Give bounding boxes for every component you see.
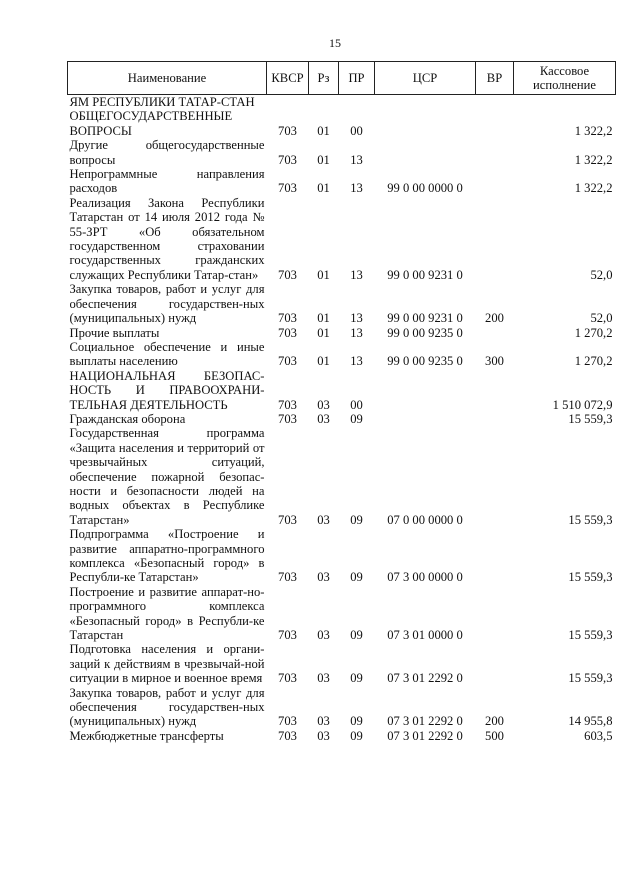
table-row (68, 95, 616, 110)
cell-rz: 03 (317, 628, 330, 643)
cell-sum (514, 95, 616, 110)
header-csr: ЦСР (375, 62, 476, 95)
cell-sum: 1 322,2 (574, 123, 613, 138)
cell-csr: 99 0 00 9231 0 (387, 267, 463, 282)
cell-sum: 15 559,3 (568, 570, 613, 585)
cell-vr (476, 95, 514, 110)
cell-sum: 14 955,8 (568, 714, 613, 729)
cell-rz: 01 (317, 123, 330, 138)
header-sum (514, 62, 616, 95)
cell-name: Государственная программа «Защита населения и территорий от чрезвычайных ситуаций, обеспечение пожарной безопас-ности и безопасности людей на водных объектах в Республике Татарстан» (69, 426, 265, 527)
cell-kvsr: 703 (278, 411, 297, 426)
cell-csr: 99 0 00 9235 0 (387, 354, 463, 369)
cell-pr: 13 (350, 181, 363, 196)
cell-pr: 09 (350, 728, 363, 743)
cell-pr: 00 (350, 397, 363, 412)
cell-csr: 99 0 00 0000 0 (387, 181, 463, 196)
cell-kvsr: 703 (278, 728, 297, 743)
cell-rz: 03 (317, 728, 330, 743)
cell-pr: 09 (350, 411, 363, 426)
cell-name: Межбюджетные трансферты (69, 728, 224, 743)
cell-sum: 1 322,2 (574, 181, 613, 196)
cell-sum: 1 322,2 (574, 152, 613, 167)
header-sum-line1: Кассовое (539, 64, 590, 78)
cell-rz: 03 (317, 714, 330, 729)
cell-name: Закупка товаров, работ и услуг для обеспечения государствен-ных (муниципальных) нужд (69, 685, 265, 729)
cell-vr: 200 (485, 714, 504, 729)
cell-kvsr: 703 (278, 311, 297, 326)
cell-kvsr (267, 95, 309, 110)
cell-name: НАЦИОНАЛЬНАЯ БЕЗОПАС-НОСТЬ И ПРАВООХРАНИ-ТЕЛЬНАЯ ДЕЯТЕЛЬНОСТЬ (69, 368, 265, 412)
table-row (68, 369, 616, 412)
table-row (68, 642, 616, 685)
cell-name: Другие общегосударственные вопросы (69, 138, 265, 167)
cell-rz: 01 (317, 152, 330, 167)
cell-vr: 200 (485, 311, 504, 326)
table-row (68, 426, 616, 527)
cell-rz: 01 (317, 181, 330, 196)
cell-csr (375, 109, 476, 138)
cell-sum: 1 270,2 (574, 325, 613, 340)
cell-vr: 500 (485, 728, 504, 743)
cell-kvsr: 703 (278, 671, 297, 686)
table-row (68, 326, 616, 340)
header-vr: ВР (476, 62, 514, 95)
cell-name: Подпрограмма «Построение и развитие аппаратно-программного комплекса «Безопасный город» в Республи-ке Татарстан» (69, 527, 265, 585)
cell-rz: 03 (317, 411, 330, 426)
cell-kvsr: 703 (278, 181, 297, 196)
cell-csr: 07 0 00 0000 0 (387, 512, 463, 527)
cell-sum: 603,5 (584, 728, 613, 743)
table-row (68, 282, 616, 325)
cell-vr (476, 412, 514, 426)
table-row (68, 412, 616, 426)
cell-rz (309, 95, 339, 110)
cell-pr: 13 (350, 325, 363, 340)
cell-sum: 15 559,3 (568, 411, 613, 426)
cell-kvsr: 703 (278, 397, 297, 412)
cell-rz: 01 (317, 267, 330, 282)
cell-pr: 00 (350, 123, 363, 138)
cell-kvsr: 703 (278, 714, 297, 729)
header-pr: ПР (339, 62, 375, 95)
header-rz: Рз (309, 62, 339, 95)
cell-pr: 13 (350, 152, 363, 167)
table-row (68, 167, 616, 196)
header-kvsr: КВСР (267, 62, 309, 95)
cell-pr: 09 (350, 570, 363, 585)
cell-csr: 07 3 00 0000 0 (387, 570, 463, 585)
cell-vr (476, 196, 514, 282)
cell-kvsr: 703 (278, 152, 297, 167)
table-row (68, 527, 616, 585)
cell-vr (476, 109, 514, 138)
cell-name: Гражданская оборона (69, 411, 186, 426)
cell-vr (476, 527, 514, 585)
cell-csr (375, 138, 476, 167)
cell-pr: 13 (350, 267, 363, 282)
cell-name: Подготовка населения и органи-заций к действиям в чрезвычай-ной ситуации в мирное и военное время (69, 642, 265, 686)
cell-csr: 07 3 01 2292 0 (387, 671, 463, 686)
cell-rz: 03 (317, 397, 330, 412)
cell-kvsr: 703 (278, 123, 297, 138)
cell-sum: 52,0 (590, 311, 613, 326)
cell-rz: 03 (317, 570, 330, 585)
cell-sum: 52,0 (590, 267, 613, 282)
table-row (68, 138, 616, 167)
cell-rz: 01 (317, 325, 330, 340)
cell-name: Закупка товаров, работ и услуг для обеспечения государствен-ных (муниципальных) нужд (69, 282, 265, 326)
table-body (68, 95, 616, 744)
cell-vr: 300 (485, 354, 504, 369)
cell-name: Реализация Закона Республики Татарстан от 14 июля 2012 года № 55-ЗРТ «Об обязательном государственном страховании государственных гражданских служащих Республики Татар-стан» (69, 195, 265, 282)
cell-pr: 09 (350, 671, 363, 686)
header-name: Наименование (68, 62, 267, 95)
cell-kvsr: 703 (278, 628, 297, 643)
cell-pr: 09 (350, 714, 363, 729)
table-row (68, 196, 616, 282)
cell-vr (476, 585, 514, 643)
cell-rz: 01 (317, 311, 330, 326)
cell-rz: 03 (317, 671, 330, 686)
cell-vr (476, 326, 514, 340)
cell-vr (476, 642, 514, 685)
cell-kvsr: 703 (278, 325, 297, 340)
cell-name: ОБЩЕГОСУДАРСТВЕННЫЕ ВОПРОСЫ (69, 109, 233, 138)
cell-csr (375, 95, 476, 110)
cell-pr: 13 (350, 311, 363, 326)
cell-sum: 15 559,3 (568, 671, 613, 686)
cell-vr (476, 167, 514, 196)
cell-sum: 15 559,3 (568, 512, 613, 527)
cell-name: Непрограммные направления расходов (69, 167, 265, 196)
table-row (68, 686, 616, 729)
cell-pr (339, 95, 375, 110)
table-row (68, 585, 616, 643)
cell-pr: 13 (350, 354, 363, 369)
cell-sum: 1 270,2 (574, 354, 613, 369)
cell-vr (476, 369, 514, 412)
budget-table (67, 61, 616, 743)
cell-csr: 07 3 01 2292 0 (387, 714, 463, 729)
table-header (68, 62, 616, 95)
cell-pr: 09 (350, 512, 363, 527)
cell-name: Социальное обеспечение и иные выплаты населению (69, 339, 265, 369)
cell-kvsr: 703 (278, 570, 297, 585)
table-row (68, 340, 616, 369)
cell-csr: 07 3 01 2292 0 (387, 728, 463, 743)
cell-name: ЯМ РЕСПУБЛИКИ ТАТАР-СТАН (69, 95, 255, 109)
cell-csr (375, 412, 476, 426)
cell-pr: 09 (350, 628, 363, 643)
table-row (68, 729, 616, 743)
cell-rz: 01 (317, 354, 330, 369)
cell-name: Прочие выплаты (69, 325, 160, 340)
cell-vr (476, 426, 514, 527)
cell-rz: 03 (317, 512, 330, 527)
cell-sum: 1 510 072,9 (552, 397, 613, 412)
cell-kvsr: 703 (278, 512, 297, 527)
cell-csr (375, 369, 476, 412)
cell-csr: 07 3 01 0000 0 (387, 628, 463, 643)
table-row (68, 109, 616, 138)
cell-kvsr: 703 (278, 354, 297, 369)
cell-name: Построение и развитие аппарат-но-программного комплекса «Безопасный город» в Республи-ке Татарстан (69, 584, 265, 643)
page-number: 15 (329, 36, 341, 50)
cell-csr: 99 0 00 9231 0 (387, 311, 463, 326)
cell-kvsr: 703 (278, 267, 297, 282)
cell-sum: 15 559,3 (568, 628, 613, 643)
cell-csr: 99 0 00 9235 0 (387, 325, 463, 340)
cell-vr (476, 138, 514, 167)
header-sum-line2: исполнение (533, 78, 596, 92)
